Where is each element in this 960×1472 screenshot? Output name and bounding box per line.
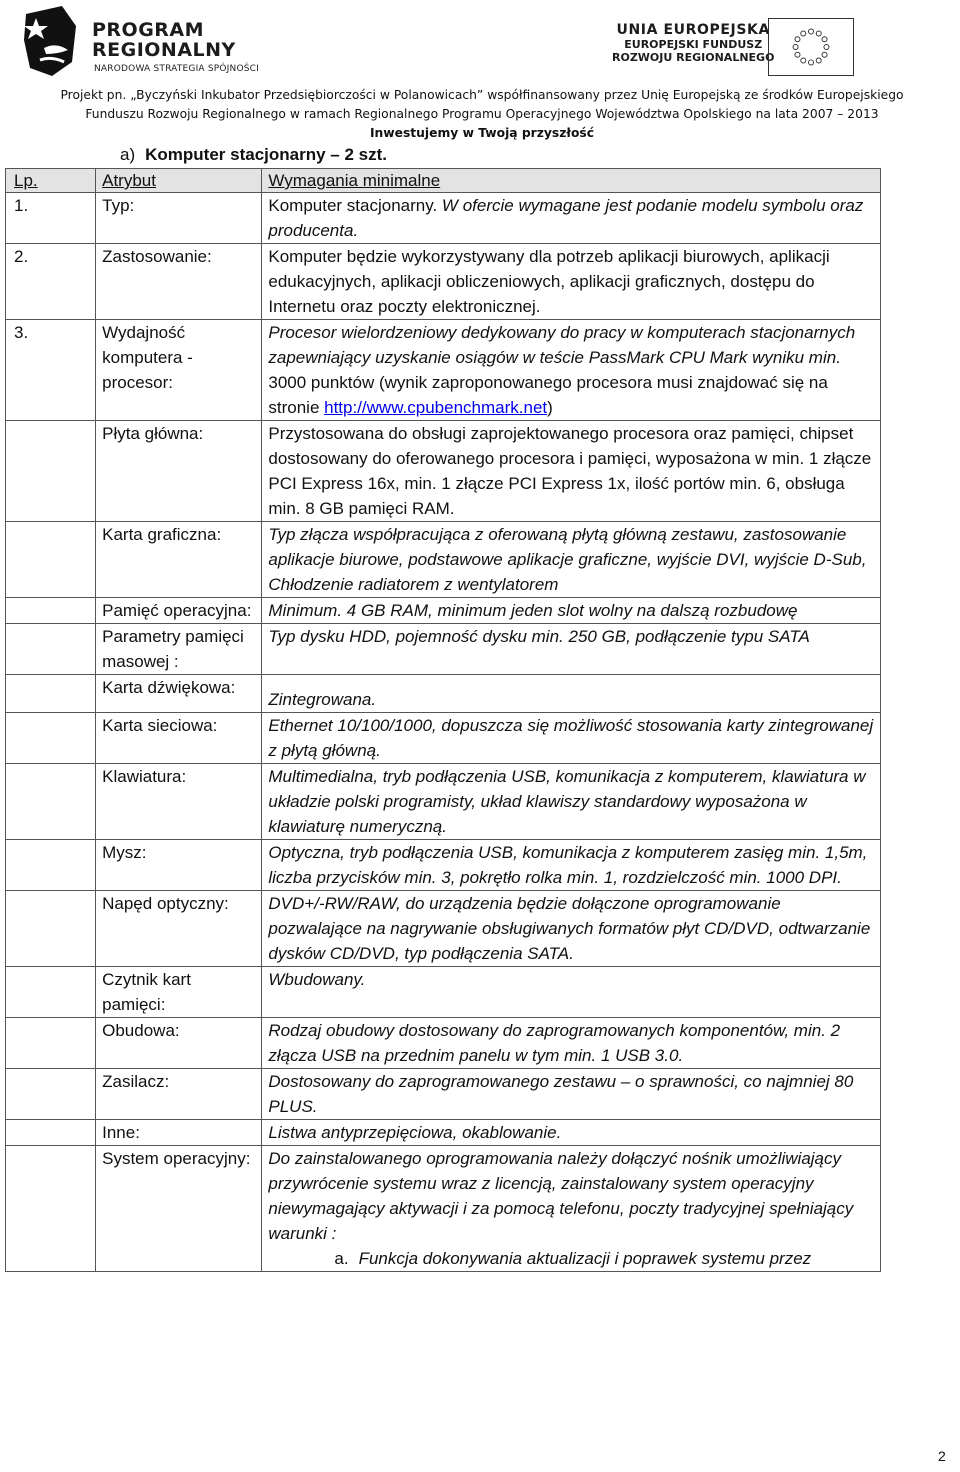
table-row [6,244,881,320]
header-lp: Lp. [6,169,96,193]
req-text: Komputer stacjonarny. [268,196,442,215]
table-row [6,320,881,421]
row-requirement: Wbudowany. [262,967,881,1018]
project-line1: Projekt pn. „Byczyński Inkubator Przedsiębiorczości w Polanowicach” współfinansowany przez Unię Europejską ze środków Europejskiego [60,88,904,102]
program-regionalny-logo [22,4,78,78]
project-motto: Inwestujemy w Twoją przyszłość [369,126,595,140]
row-requirement [262,320,881,421]
table-row [6,967,881,1018]
table-row [6,1069,881,1120]
row-attribute: Wydajność komputera - procesor: [96,320,262,421]
table-header-row [6,169,881,193]
table-row [6,840,881,891]
program-subtitle: NARODOWA STRATEGIA SPÓJNOŚCI [94,64,259,74]
list-item [268,1246,874,1271]
req-text-italic: W ofercie wymagane jest podanie modelu symbolu oraz producenta. [268,196,864,240]
row-attribute: Mysz: [96,840,262,891]
row-requirement: Dostosowany do zaprogramowanego zestawu – o sprawności, co najmniej 80 PLUS. [262,1069,881,1120]
list-marker: a. [334,1249,349,1268]
section-label: a) [120,145,136,164]
row-attribute: Płyta główna: [96,421,262,522]
eu-fund-text [612,22,774,64]
table-row [6,624,881,675]
row-requirement: Typ dysku HDD, pojemność dysku min. 250 GB, podłączenie typu SATA [262,624,881,675]
row-requirement: Minimum. 4 GB RAM, minimum jeden slot wolny na dalszą rozbudowę [262,598,881,624]
table-row [6,421,881,522]
row-attribute: Typ: [96,193,262,244]
table-row [6,1120,881,1146]
row-lp: 2. [6,244,96,320]
row-attribute: Zasilacz: [96,1069,262,1120]
row-requirement: DVD+/-RW/RAW, do urządzenia będzie dołączone oprogramowanie pozwalające na nagrywanie obsługiwanych formatów płyt CD/DVD, odtwarzanie dysków CD/DVD, typ podłączenia SATA. [262,891,881,967]
row-requirement: Typ złącza współpracująca z oferowaną płytą główną zestawu, zastosowanie aplikacje biurowe, podstawowe aplikacje graficzne, wyjście DVI, wyjście D-Sub, Chłodzenie radiatorem z wentylatorem [262,522,881,598]
req-text: Zintegrowana. [268,690,377,709]
section-title [120,145,387,165]
section-title-text: Komputer stacjonarny – 2 szt. [145,145,387,164]
table-row [6,193,881,244]
header-attribute: Atrybut [96,169,262,193]
table-row [6,891,881,967]
row-attribute: Inne: [96,1120,262,1146]
row-requirement [262,1146,881,1272]
eu-line3: ROZWOJU REGIONALNEGO [612,51,775,64]
row-attribute: Klawiatura: [96,764,262,840]
row-lp: 1. [6,193,96,244]
row-attribute: Napęd optyczny: [96,891,262,967]
row-attribute: Pamięć operacyjna: [96,598,262,624]
row-requirement [262,193,881,244]
cpubenchmark-link[interactable]: http://www.cpubenchmark.net [324,398,548,417]
table-row [6,1146,881,1272]
eu-flag-icon [768,18,854,76]
row-attribute: Karta sieciowa: [96,713,262,764]
page-number: 2 [938,1448,946,1464]
eu-line1: UNIA EUROPEJSKA [616,22,770,38]
program-title-line2: REGIONALNY [92,39,236,61]
row-attribute: Czytnik kart pamięci: [96,967,262,1018]
table-row [6,675,881,713]
row-attribute: Obudowa: [96,1018,262,1069]
row-attribute: System operacyjny: [96,1146,262,1272]
row-requirement [262,675,881,713]
req-text-italic: Procesor wielordzeniowy dedykowany do pracy w komputerach stacjonarnych zapewniający uzyskanie osiągów w teście PassMark CPU Mark wyniku min. [268,323,856,367]
req-text: Do zainstalowanego oprogramowania należy dołączyć nośnik umożliwiający przywrócenie systemu wraz z licencją, zainstalowany system operacyjny niewymagający aktywacji i za pomocą telefonu, poczty tradycyjnej spełniający warunki : [268,1149,854,1243]
row-requirement: Rodzaj obudowy dostosowany do zaprogramowanych komponentów, min. 2 złącza USB na przednim panelu w tym min. 1 USB 3.0. [262,1018,881,1069]
row-attribute: Karta graficzna: [96,522,262,598]
row-requirement: Listwa antyprzepięciowa, okablowanie. [262,1120,881,1146]
row-requirement: Ethernet 10/100/1000, dopuszcza się możliwość stosowania karty zintegrowanej z płytą główną. [262,713,881,764]
project-line2: Funduszu Rozwoju Regionalnego w ramach Regionalnego Programu Operacyjnego Województwa Opolskiego na lata 2007 – 2013 [85,107,879,121]
program-title [92,20,236,60]
req-text: ) [547,398,553,417]
req-text: 3000 punktów (wynik zaproponowanego procesora musi znajdować się na stronie [268,373,828,417]
row-requirement: Multimedialna, tryb podłączenia USB, komunikacja z komputerem, klawiatura w układzie polski programisty, układ klawiszy standardowy wyposażona w klawiaturę numeryczną. [262,764,881,840]
table-row [6,1018,881,1069]
spec-table [5,168,881,1272]
table-row [6,598,881,624]
list-item-text: Funkcja dokonywania aktualizacji i poprawek systemu przez [358,1249,812,1268]
row-attribute: Parametry pamięci masowej : [96,624,262,675]
eu-line2: EUROPEJSKI FUNDUSZ [624,38,763,51]
row-attribute: Zastosowanie: [96,244,262,320]
row-requirement: Komputer będzie wykorzystywany dla potrzeb aplikacji biurowych, aplikacji edukacyjnych, aplikacji obliczeniowych, aplikacji graficznych, dostępu do Internetu oraz poczty elektronicznej. [262,244,881,320]
row-lp: 3. [6,320,96,421]
row-attribute: Karta dźwiękowa: [96,675,262,713]
table-row [6,713,881,764]
table-row [6,522,881,598]
program-title-line1: PROGRAM [92,19,205,41]
page-header [0,0,960,150]
row-requirement: Optyczna, tryb podłączenia USB, komunikacja z komputerem zasięg min. 1,5m, liczba przycisków min. 3, pokrętło rolka min. 1, rozdzielczość min. 1000 DPI. [262,840,881,891]
row-requirement: Przystosowana do obsługi zaprojektowanego procesora oraz pamięci, chipset dostosowany do oferowanego procesora i pamięci, wyposażona w min. 1 złącze PCI Express 16x, min. 1 złącze PCI Express 1x, ilość portów min. 6, obsługa min. 8 GB pamięci RAM. [262,421,881,522]
header-requirements: Wymagania minimalne [262,169,881,193]
project-info [8,86,956,143]
table-row [6,764,881,840]
